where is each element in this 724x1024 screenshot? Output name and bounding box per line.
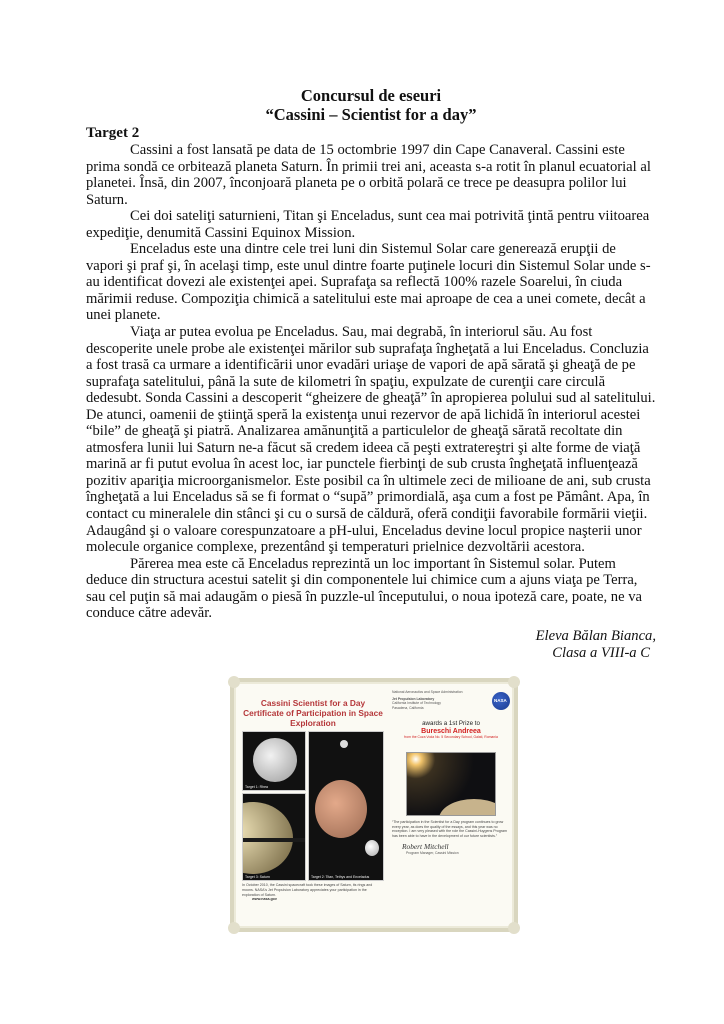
corner-ornament bbox=[508, 922, 520, 934]
cassini-probe-image bbox=[406, 752, 496, 816]
signer-role: Program Manager, Cassini Mission bbox=[406, 851, 459, 856]
winner-name: Bureschi Andreea bbox=[421, 728, 481, 736]
enceladus-planet-icon bbox=[365, 840, 379, 856]
corner-ornament bbox=[228, 922, 240, 934]
signer-signature: Robert Mitchell bbox=[402, 842, 449, 852]
winner-school: from the Cuza Voda No. 5 Secondary School, Galati, Romania bbox=[404, 735, 498, 740]
rhea-image bbox=[242, 731, 306, 791]
agency-lines: National Aeronautics and Space Administration Jet Propulsion Laboratory California Institute of Technology Pasadena, California bbox=[392, 690, 463, 710]
corner-ornament bbox=[508, 676, 520, 688]
paragraph-5: Părerea mea este că Enceladus reprezintă un loc important în Sistemul solar. Putem deduce din structura acestui satelit şi din componentele lui chimice cum a ajuns viaţa pe Terra, sau cel puţin să mai adaugăm o piesă în puzzle-ul începutului, o noua ipoteză care, poate, ne va conduce către adevăr. bbox=[86, 555, 642, 622]
corner-ornament bbox=[228, 676, 240, 688]
paragraph-4: Viaţa ar putea evolua pe Enceladus. Sau, mai degrabă, în interiorul său. Au fost descoperite unele probe ale existenţei mărilor sub suprafaţa îngheţată a lui Enceladus. Concluzia a fost trasă ca urmare a identificării unor evadări uriaşe de vapori de apă sărată şi gheaţă de pe suprafaţa satelitului, până la sute de kilometri în spaţiu, expulzate de curenţii care circulă dedesubt. Sonda Cassini a descoperit “gheizere de gheaţă” în apropierea polului sud al satelitului. De atunci, oamenii de ştiinţă speră la existenţa unui rezervor de apă lichidă în interiorul acestei “bile” de gheaţă şi piatră. Analizarea amănunţită a particulelor de gheaţă sărată recoltate din atmosfera lunii lui Saturn ne-a făcut să credem ideea că peşti extratereştri şi alte forme de viaţă marină ar fi putut evolua în acest loc, iar punctele fierbinţi de sub crusta îngheţată influenţează pozitiv apariţia microorganismelor. Este posibil ca în ultimele zeci de milioane de ani, sub crusta îngheţată a lui Enceladus să se fi format o “supă” primordială, aşa cum a fost pe Pământ. Apa, în contact cu mineralele din stânci şi cu o sursă de căldură, oferă condiţii favorabile formării vieţii. Adaugând şi o valoare corespunzatoare a pH-ului, Enceladus devine locul propice naşterii unor molecule organice complexe, prezentând şi temperaturi prielnice dezvoltării acestora. bbox=[86, 324, 656, 556]
paragraph-2: Cei doi sateliţi saturnieni, Titan şi Enceladus, sunt cea mai potrivită ţintă pentru viitoarea expediţie, denumită Cassini Equinox Mission. bbox=[86, 208, 650, 241]
tethys-planet-icon bbox=[340, 740, 348, 748]
nasa-url: www.nasa.gov bbox=[252, 897, 277, 902]
image-caption: Target 3: Saturn bbox=[245, 875, 270, 879]
certificate-image bbox=[230, 678, 518, 932]
rhea-planet-icon bbox=[253, 738, 297, 782]
section-heading: Target 2 bbox=[86, 125, 140, 141]
image-caption: Target 2: Titan, Tethys and Enceladus bbox=[311, 875, 370, 879]
certificate-left-panel bbox=[242, 690, 384, 901]
certificate-title: Cassini Scientist for a Day Certificate of Participation in Space Exploration bbox=[243, 698, 383, 728]
saturn-planet-icon bbox=[439, 799, 496, 816]
titan-image bbox=[308, 731, 384, 881]
titan-planet-icon bbox=[315, 780, 367, 838]
nasa-logo-icon: NASA bbox=[492, 692, 510, 710]
saturn-image bbox=[242, 793, 306, 881]
author-signature bbox=[86, 628, 656, 662]
author-class: Clasa a VIII-a C bbox=[552, 644, 650, 661]
essay-title-line1: Concursul de eseuri bbox=[300, 86, 442, 105]
paragraph-3: Enceladus este una dintre cele trei luni din Sistemul Solar care generează erupţii de vapori şi praf şi, în acelaşi timp, este unul dintre foarte puţinele locuri din Sistemul Solar unde s-au identificat dovezi ale existenţei apei. Suprafaţa sa reflectă 100% razele Soarelui, în ciuda mărimii reduse. Compoziţia chimică a satelitului este mai aproape de cea a unei comete, decât a unei planete. bbox=[86, 241, 651, 324]
author-name: Eleva Bălan Bianca, bbox=[535, 627, 656, 644]
paragraph-1: Cassini a fost lansată pe data de 15 octombrie 1997 din Cape Canaveral. Cassini este prima sondă ce orbitează planeta Saturn. În primii trei ani, aceasta s-a rotit în planul ecuatorial al planetei. Însă, din 2007, înconjoară planeta pe o orbită polară ce trece pe deasupra polilor lui Saturn. bbox=[86, 142, 651, 208]
certificate-footer-text: In October 2010, the Cassini spacecraft took these images of Saturn, its rings and moons. NASA's Jet Propulsion Laboratory appreciates your participation in the exploration of Saturn. bbox=[242, 883, 373, 897]
program-quote: “The participation in the Scientist for a Day program continues to grow every year, as does the quality of the essays, and this year was no exception. I am very pleased with the role the Cassini-Huygens Program has been able to have in the development of our future scientists.” bbox=[392, 819, 508, 839]
certificate-right-panel bbox=[392, 690, 510, 855]
saturn-rings bbox=[243, 838, 306, 842]
essay-page bbox=[86, 86, 656, 662]
essay-title-line2: “Cassini – Scientist for a day” bbox=[265, 105, 477, 124]
saturn-image-grid bbox=[242, 731, 384, 881]
awards-text: awards a 1st Prize to bbox=[422, 720, 480, 728]
image-caption: Target 1: Rhea bbox=[245, 785, 268, 789]
